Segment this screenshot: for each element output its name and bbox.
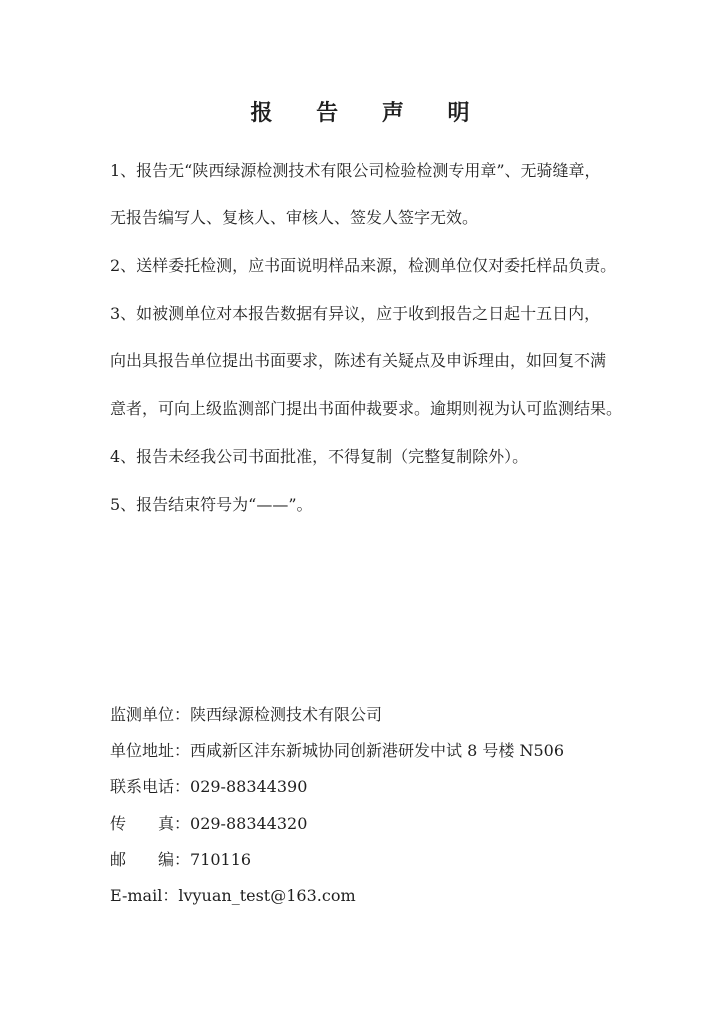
postcode-label: 邮 编： (110, 850, 191, 869)
address-label: 单位地址： (110, 741, 191, 760)
statement-line-8: 5、报告结束符号为“——”。 (110, 495, 313, 514)
contact-address (110, 740, 564, 762)
fax-value: 029-88344320 (190, 814, 308, 833)
contact-email (110, 885, 356, 907)
postcode-value: 710116 (190, 850, 252, 869)
contact-unit (110, 704, 382, 726)
statement-line-2: 无报告编写人、复核人、审核人、签发人签字无效。 (110, 208, 479, 227)
page-title: 报 告 声 明 (250, 101, 488, 126)
statement-line-3: 2、送样委托检测，应书面说明样品来源，检测单位仅对委托样品负责。 (110, 256, 617, 275)
statement-line-4: 3、如被测单位对本报告数据有异议，应于收到报告之日起十五日内， (110, 304, 601, 323)
contact-phone (110, 776, 307, 798)
contact-postcode (110, 849, 251, 871)
unit-label: 监测单位： (110, 705, 191, 724)
unit-value: 陕西绿源检测技术有限公司 (190, 705, 383, 724)
statement-line-1: 1、报告无“陕西绿源检测技术有限公司检验检测专用章”、无骑缝章， (110, 161, 601, 180)
address-value: 西咸新区沣东新城协同创新港研发中试 8 号楼 N506 (190, 741, 564, 760)
email-label: E-mail： (110, 886, 179, 905)
email-value[interactable]: lvyuan_test@163.com (178, 886, 356, 905)
phone-value: 029-88344390 (190, 777, 308, 796)
statement-line-5: 向出具报告单位提出书面要求，陈述有关疑点及申诉理由，如回复不满 (110, 351, 607, 370)
phone-label: 联系电话： (110, 777, 191, 796)
fax-label: 传 真： (110, 814, 191, 833)
statement-line-6: 意者，可向上级监测部门提出书面仲裁要求。逾期则视为认可监测结果。 (110, 399, 623, 418)
contact-fax (110, 813, 307, 835)
statement-line-7: 4、报告未经我公司书面批准，不得复制（完整复制除外）。 (110, 447, 529, 466)
